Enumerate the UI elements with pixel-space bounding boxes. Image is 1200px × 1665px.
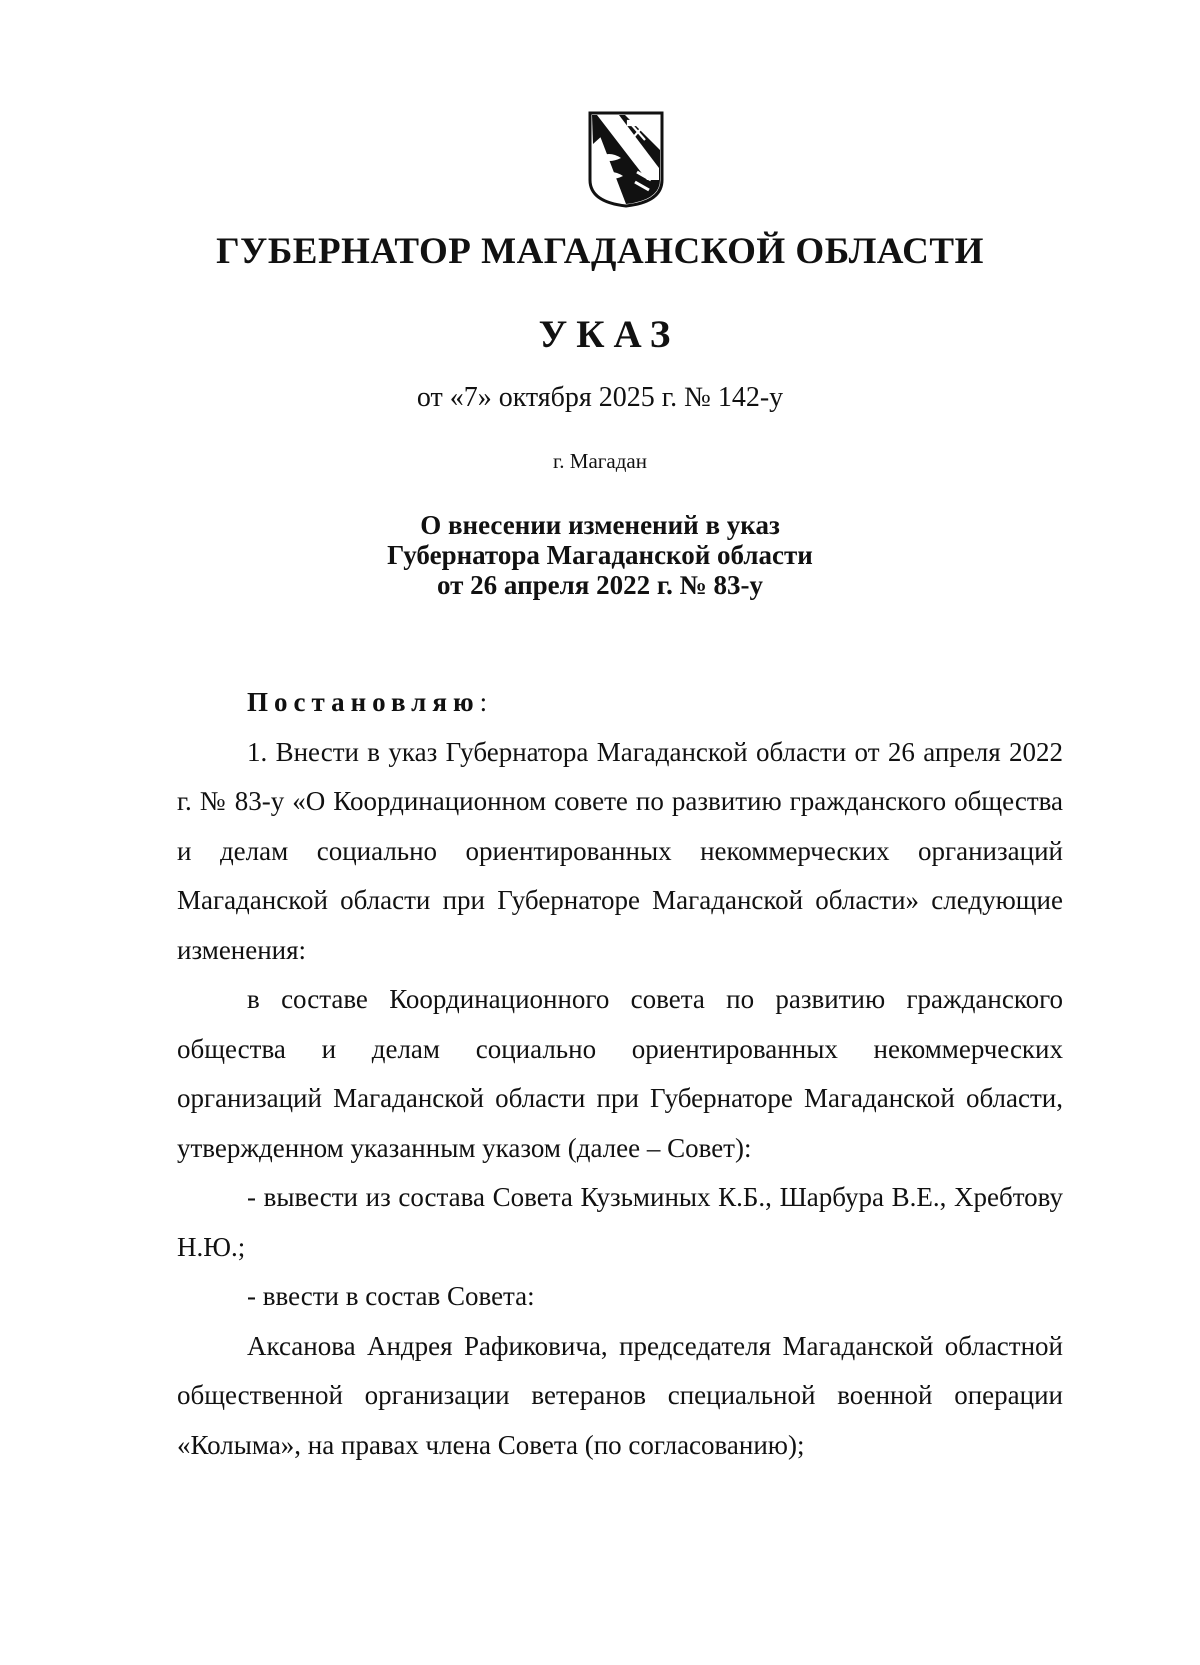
decree-heading	[177, 678, 1063, 728]
issue-city: г. Магадан	[553, 449, 647, 473]
body-paragraph: - вывести из состава Совета Кузьминых К.Б., Шарбура В.Е., Хребтову Н.Ю.;	[177, 1182, 1063, 1262]
body-paragraph: 1. Внести в указ Губернатора Магаданской области от 26 апреля 2022 г. № 83-у «О Координационном совете по развитию гражданского общества и делам социально ориентированных некоммерческих организаций Магаданской области при Губернаторе Магаданской области» следующие изменения:	[177, 736, 1063, 965]
decree-word: Постановляю	[247, 687, 480, 717]
document-subject	[0, 510, 1200, 600]
issuing-authority: ГУБЕРНАТОР МАГАДАНСКОЙ ОБЛАСТИ	[216, 231, 984, 272]
subject-line: Губернатора Магаданской области	[387, 540, 813, 570]
document-date-number: от «7» октября 2025 г. № 142-у	[416, 382, 784, 413]
coat-of-arms-icon	[587, 110, 665, 208]
subject-line: от 26 апреля 2022 г. № 83-у	[437, 570, 763, 600]
body-paragraph: Аксанова Андрея Рафиковича, председателя Магаданской областной общественной организации ветеранов специальной военной операции «Колыма», на правах члена Совета (по согласованию);	[177, 1330, 1063, 1460]
body-paragraph: в составе Координационного совета по развитию гражданского общества и делам социально ориентированных некоммерческих организаций Магаданской области при Губернаторе Магаданской области, утвержденном указанным указом (далее – Совет):	[177, 984, 1063, 1163]
subject-line: О внесении изменений в указ	[420, 510, 780, 540]
body-paragraph: - ввести в состав Совета:	[247, 1281, 535, 1311]
document-type: УКАЗ	[538, 313, 680, 356]
decree-colon: :	[479, 687, 488, 717]
document-body	[177, 678, 1063, 1470]
